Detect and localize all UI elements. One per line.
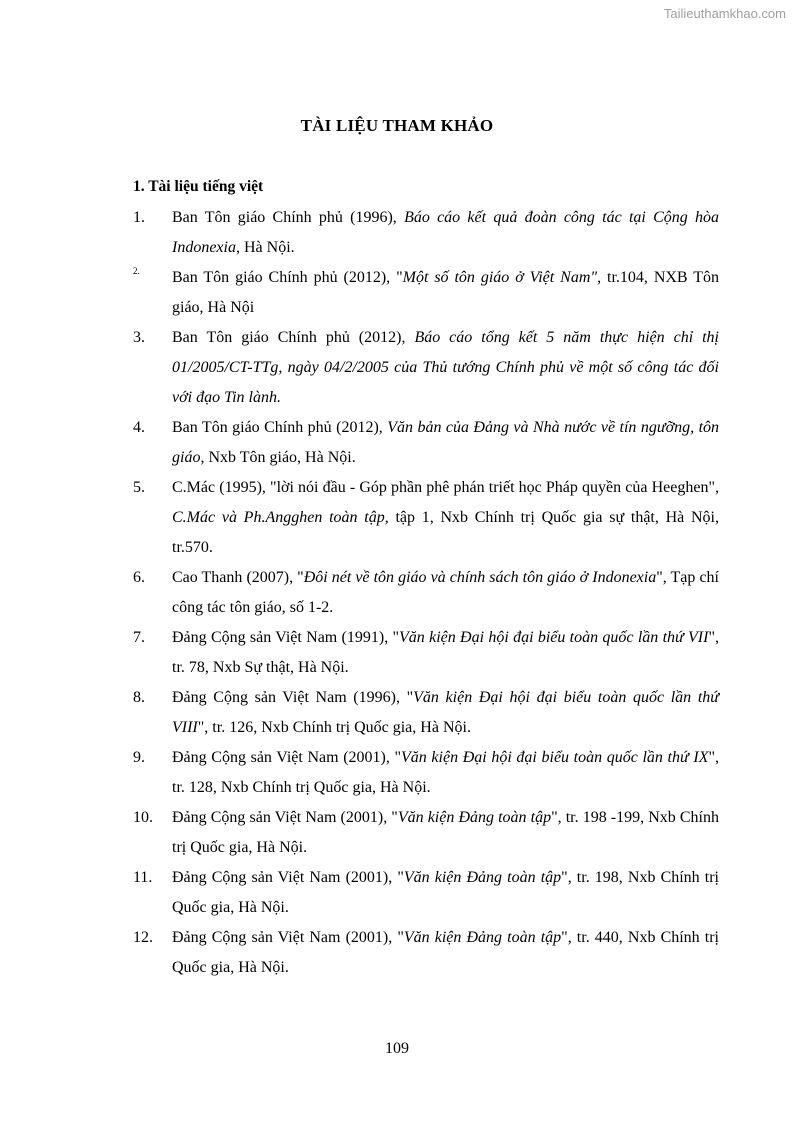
reference-number: 2. (133, 266, 140, 276)
reference-number: 5. (133, 479, 145, 496)
reference-item-10 (133, 803, 719, 863)
reference-number: 10. (133, 809, 153, 826)
reference-text: Đảng Cộng sản Việt Nam (2001), "Văn kiện Đảng toàn tập", tr. 198, Nxb Chính trị Quốc gia, Hà Nội. (172, 869, 720, 916)
reference-item-9 (133, 743, 719, 803)
reference-list (133, 203, 719, 983)
watermark: Tailieuthamkhao.com (663, 6, 786, 21)
reference-number: 1. (133, 209, 145, 226)
reference-item-12 (133, 923, 719, 983)
reference-number: 11. (133, 869, 153, 886)
page-number: 109 (385, 1040, 409, 1057)
reference-item-7 (133, 623, 719, 683)
reference-text: Đảng Cộng sản Việt Nam (2001), "Văn kiện Đảng toàn tập", tr. 440, Nxb Chính trị Quốc gia, Hà Nội. (172, 929, 720, 976)
reference-text: Ban Tôn giáo Chính phủ (2012), "Một số tôn giáo ở Việt Nam", tr.104, NXB Tôn giáo, Hà Nội (172, 269, 720, 316)
page-title: TÀI LIỆU THAM KHẢO (300, 116, 494, 135)
reference-item-5 (133, 473, 719, 563)
reference-item-6 (133, 563, 719, 623)
reference-text: Ban Tôn giáo Chính phủ (2012), Văn bản của Đảng và Nhà nước về tín ngưỡng, tôn giáo, Nxb Tôn giáo, Hà Nội. (172, 419, 720, 466)
reference-text: Cao Thanh (2007), "Đôi nét về tôn giáo và chính sách tôn giáo ở Indonexia", Tạp chí công tác tôn giáo, số 1-2. (172, 569, 719, 616)
reference-text: Đảng Cộng sản Việt Nam (2001), "Văn kiện Đảng toàn tập", tr. 198 -199, Nxb Chính trị Quốc gia, Hà Nội. (172, 809, 720, 856)
reference-number: 8. (133, 689, 145, 706)
reference-text: C.Mác (1995), "lời nói đầu - Góp phần phê phán triết học Pháp quyền của Heeghen", C.Mác và Ph.Angghen toàn tập, tập 1, Nxb Chính trị Quốc gia sự thật, Hà Nội, tr.570. (172, 479, 720, 556)
reference-text: Đảng Cộng sản Việt Nam (1991), "Văn kiện Đại hội đại biểu toàn quốc lần thứ VII", tr. 78, Nxb Sự thật, Hà Nội. (172, 629, 719, 676)
reference-text: Ban Tôn giáo Chính phủ (2012), Báo cáo tổng kết 5 năm thực hiện chỉ thị 01/2005/CT-TTg, ngày 04/2/2005 của Thủ tướng Chính phủ về một số công tác đối với đạo Tin lành. (172, 329, 720, 406)
reference-number: 3. (133, 329, 145, 346)
reference-item-3 (133, 323, 719, 413)
reference-item-2 (133, 263, 719, 323)
reference-number: 6. (133, 569, 145, 586)
reference-item-11 (133, 863, 719, 923)
reference-text: Đảng Cộng sản Việt Nam (2001), "Văn kiện Đại hội đại biểu toàn quốc lần thứ IX", tr. 128, Nxb Chính trị Quốc gia, Hà Nội. (172, 749, 719, 796)
reference-text: Ban Tôn giáo Chính phủ (1996), Báo cáo kết quả đoàn công tác tại Cộng hòa Indonexia, Hà Nội. (172, 209, 720, 256)
section-heading: 1. Tài liệu tiếng việt (133, 178, 264, 195)
reference-item-1 (133, 203, 719, 263)
reference-item-8 (133, 683, 719, 743)
reference-number: 7. (133, 629, 145, 646)
reference-number: 9. (133, 749, 145, 766)
reference-item-4 (133, 413, 719, 473)
reference-number: 4. (133, 419, 145, 436)
reference-text: Đảng Cộng sản Việt Nam (1996), "Văn kiện Đại hội đại biểu toàn quốc lần thứ VIII", tr. 126, Nxb Chính trị Quốc gia, Hà Nội. (172, 689, 719, 736)
reference-number: 12. (133, 929, 153, 946)
